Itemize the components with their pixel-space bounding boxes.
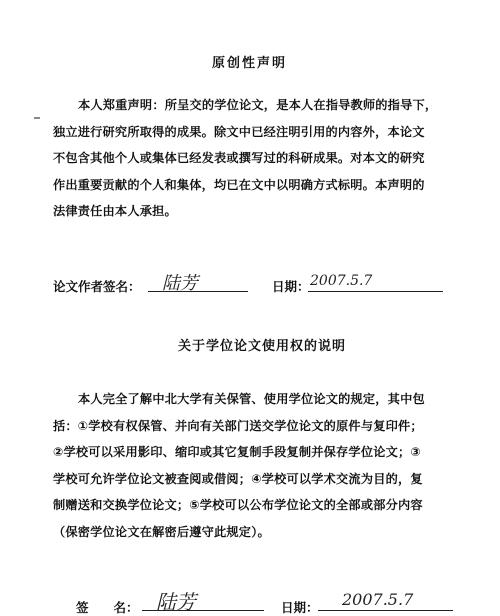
paragraph-line: 制赠送和交换学位论文；⑤学校可以公布学位论文的全部或部分内容	[53, 498, 423, 512]
date-handwritten-2: 2007.5.7	[342, 590, 414, 609]
signature: 陆芳	[156, 590, 196, 614]
paragraph-line: 作出重要贡献的个人和集体，均已在文中以明确方式标明。本声明的	[53, 177, 425, 192]
usage-rights-title: 关于学位论文使用权的说明	[178, 339, 347, 354]
date-handwritten: 2007.5.7	[310, 273, 373, 289]
scan-artifact	[34, 117, 40, 119]
usage-rights-body	[53, 386, 425, 545]
paragraph-line: 法律责任由本人承担。	[53, 204, 177, 218]
paragraph-line: 不包含其他个人或集体已经发表或撰写过的科研成果。对本文的研究	[53, 151, 425, 165]
paragraph-line: 学校可允许学位论文被查阅或借阅；④学校可以学术交流为目的，复	[53, 471, 423, 486]
originality-statement-body	[53, 92, 437, 225]
paragraph-line: 括：①学校有权保管、并向有关部门送交学位论文的原件与复印件；	[53, 418, 423, 433]
date-line	[308, 273, 443, 292]
originality-statement-title: 原创性声明	[212, 56, 288, 71]
paragraph-line: （保密学位论文在解密后遵守此规定）。	[53, 524, 270, 539]
paragraph-line: ②学校可以采用影印、缩印或其它复制手段复制并保存学位论文；③	[53, 445, 421, 459]
date-label: 日期：	[272, 279, 310, 294]
author-signature-label: 论文作者签名：	[53, 279, 141, 294]
date-line-2	[318, 592, 453, 611]
author-signature-line	[148, 273, 248, 292]
paragraph-line: 独立进行研究所取得的成果。除文中已经注明引用的内容外，本论文	[53, 124, 425, 139]
date-label-2: 日期：	[281, 600, 319, 615]
signature-line	[142, 590, 264, 614]
author-signature: 陆芳	[162, 273, 198, 294]
paragraph-line: 本人完全了解中北大学有关保管、使用学位论文的规定，其中包	[78, 392, 425, 406]
signature-label: 签 名：	[76, 600, 139, 615]
paragraph-line: 本人郑重声明：所呈交的学位论文，是本人在指导教师的指导下，	[78, 98, 438, 112]
